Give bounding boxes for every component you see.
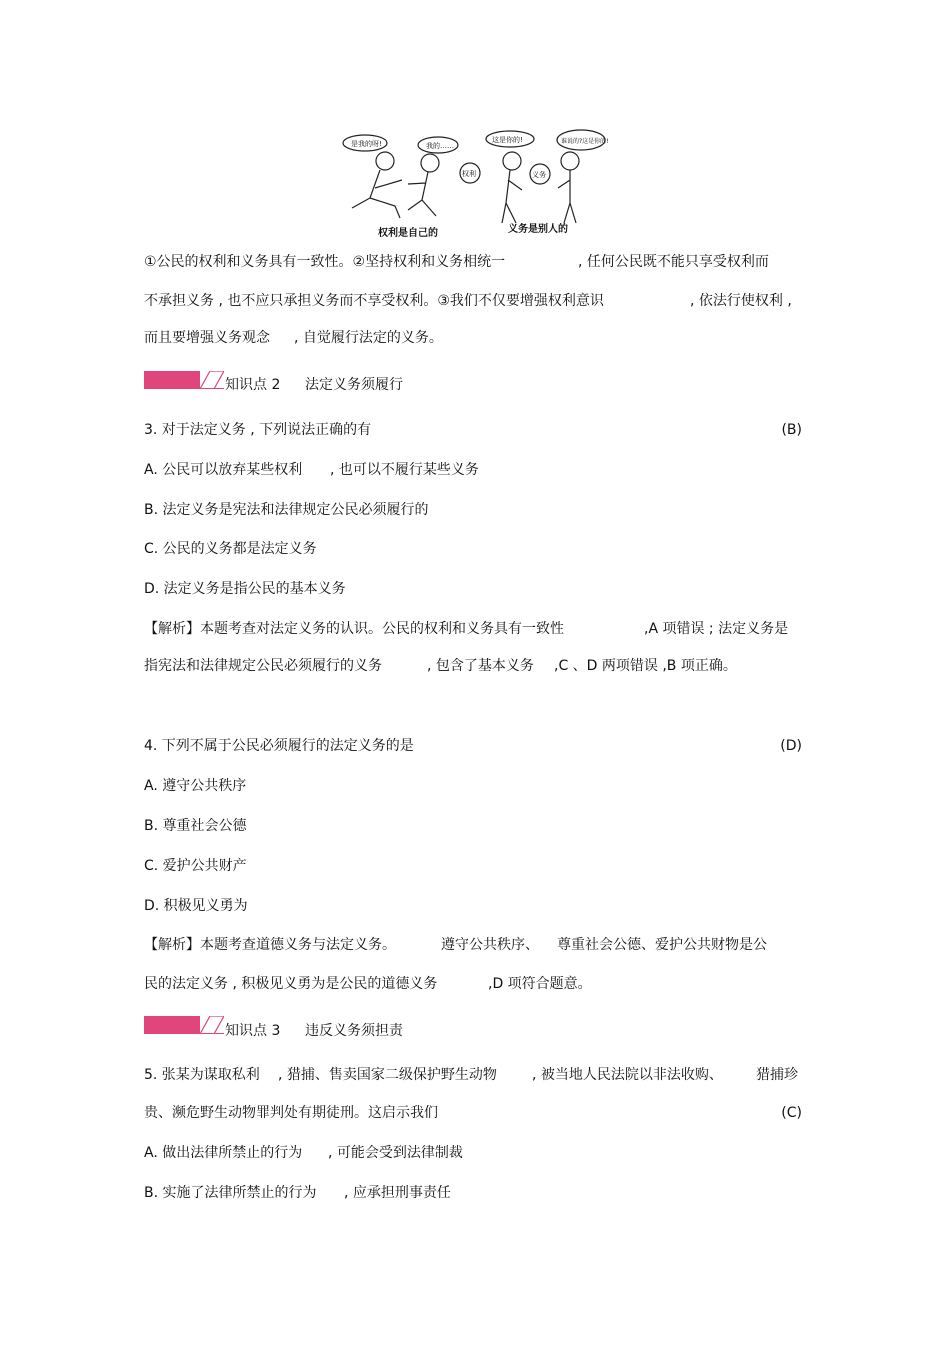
q3-option-d: D. 法定义务是指公民的基本义务 <box>144 581 346 597</box>
q4-analysis-1b: 遵守公共秩序、 <box>441 937 539 953</box>
knowledge-point-bar <box>144 1016 224 1034</box>
explanation-line3a: 而且要增强义务观念 <box>144 330 270 346</box>
q3-option-a-cont: , 也可以不履行某些义务 <box>330 462 479 478</box>
q3-option-b: B. 法定义务是宪法和法律规定公民必须履行的 <box>144 502 429 518</box>
q3-option-c: C. 公民的义务都是法定义务 <box>144 541 317 557</box>
q4-option-c: C. 爱护公共财产 <box>144 858 247 874</box>
question-5-stem-1b: , 猎捕、售卖国家二级保护野生动物 <box>278 1067 497 1083</box>
q4-analysis-1c: 尊重社会公德、爱护公共财物是公 <box>557 937 767 953</box>
question-5-stem-1d: 猎捕珍 <box>756 1067 798 1083</box>
question-3-answer: (B) <box>781 422 802 438</box>
right-tag: 义务 <box>532 171 546 179</box>
knowledge-point-title: 违反义务须担责 <box>305 1023 403 1039</box>
rights-duties-cartoon <box>340 128 610 240</box>
right-bubble-1: 这是你的! <box>492 136 523 144</box>
question-5-stem-1c: , 被当地人民法院以非法收购、 <box>532 1067 723 1083</box>
q3-analysis-1a: 【解析】本题考查对法定义务的认识。公民的权利和义务具有一致性 <box>144 621 564 637</box>
explanation-line1a: ①公民的权利和义务具有一致性。②坚持权利和义务相统一 <box>144 254 506 270</box>
question-5-stem-1a: 5. 张某为谋取私利 <box>144 1067 260 1083</box>
q4-option-b: B. 尊重社会公德 <box>144 818 247 834</box>
question-5-answer: (C) <box>781 1105 802 1121</box>
q4-analysis-1a: 【解析】本题考查道德义务与法定义务。 <box>144 937 396 953</box>
q3-analysis-2a: 指宪法和法律规定公民必须履行的义务 <box>144 658 382 674</box>
q4-option-d: D. 积极见义勇为 <box>144 898 248 914</box>
explanation-line2b: , 依法行使权利 , <box>690 293 792 309</box>
q5-option-a-cont: , 可能会受到法律制裁 <box>328 1145 463 1161</box>
explanation-line3b: , 自觉履行法定的义务。 <box>294 330 443 346</box>
q3-analysis-1b: ,A 项错误 ; 法定义务是 <box>644 621 789 637</box>
q4-analysis-2a: 民的法定义务 , 积极见义勇为是公民的道德义务 <box>144 976 438 992</box>
question-5-stem-2: 贵、濒危野生动物罪判处有期徒刑。这启示我们 <box>144 1105 438 1121</box>
left-bubble-1: 是我的呀! <box>351 140 382 148</box>
knowledge-point-title: 法定义务须履行 <box>305 377 403 393</box>
knowledge-point-label: 知识点 3 <box>225 1023 281 1039</box>
left-caption: 权利是自己的 <box>378 228 438 239</box>
left-tag: 权利 <box>462 170 476 178</box>
q4-option-a: A. 遵守公共秩序 <box>144 778 247 794</box>
q3-analysis-2c: ,C 、D 两项错误 ,B 项正确。 <box>554 658 737 674</box>
q5-option-b-cont: , 应承担刑事责任 <box>344 1185 451 1201</box>
q4-analysis-2b: ,D 项符合题意。 <box>488 976 592 992</box>
right-caption: 义务是别人的 <box>508 224 568 235</box>
q3-analysis-2b: , 包含了基本义务 <box>427 658 534 674</box>
question-4-answer: (D) <box>780 738 802 754</box>
knowledge-point-bar <box>144 371 224 389</box>
question-4-stem: 4. 下列不属于公民必须履行的法定义务的是 <box>144 738 414 754</box>
question-3-stem: 3. 对于法定义务 , 下列说法正确的有 <box>144 422 372 438</box>
explanation-line1b: , 任何公民既不能只享受权利而 <box>578 254 769 270</box>
knowledge-point-label: 知识点 2 <box>225 377 281 393</box>
explanation-line2a: 不承担义务 , 也不应只承担义务而不享受权利。③我们不仅要增强权利意识 <box>144 293 604 309</box>
q5-option-a: A. 做出法律所禁止的行为 <box>144 1145 303 1161</box>
q5-option-b: B. 实施了法律所禁止的行为 <box>144 1185 317 1201</box>
q3-option-a: A. 公民可以放弃某些权利 <box>144 462 303 478</box>
left-bubble-2: 我的…… <box>426 142 454 150</box>
right-bubble-2: 谁说的?这是你的! <box>561 138 609 145</box>
